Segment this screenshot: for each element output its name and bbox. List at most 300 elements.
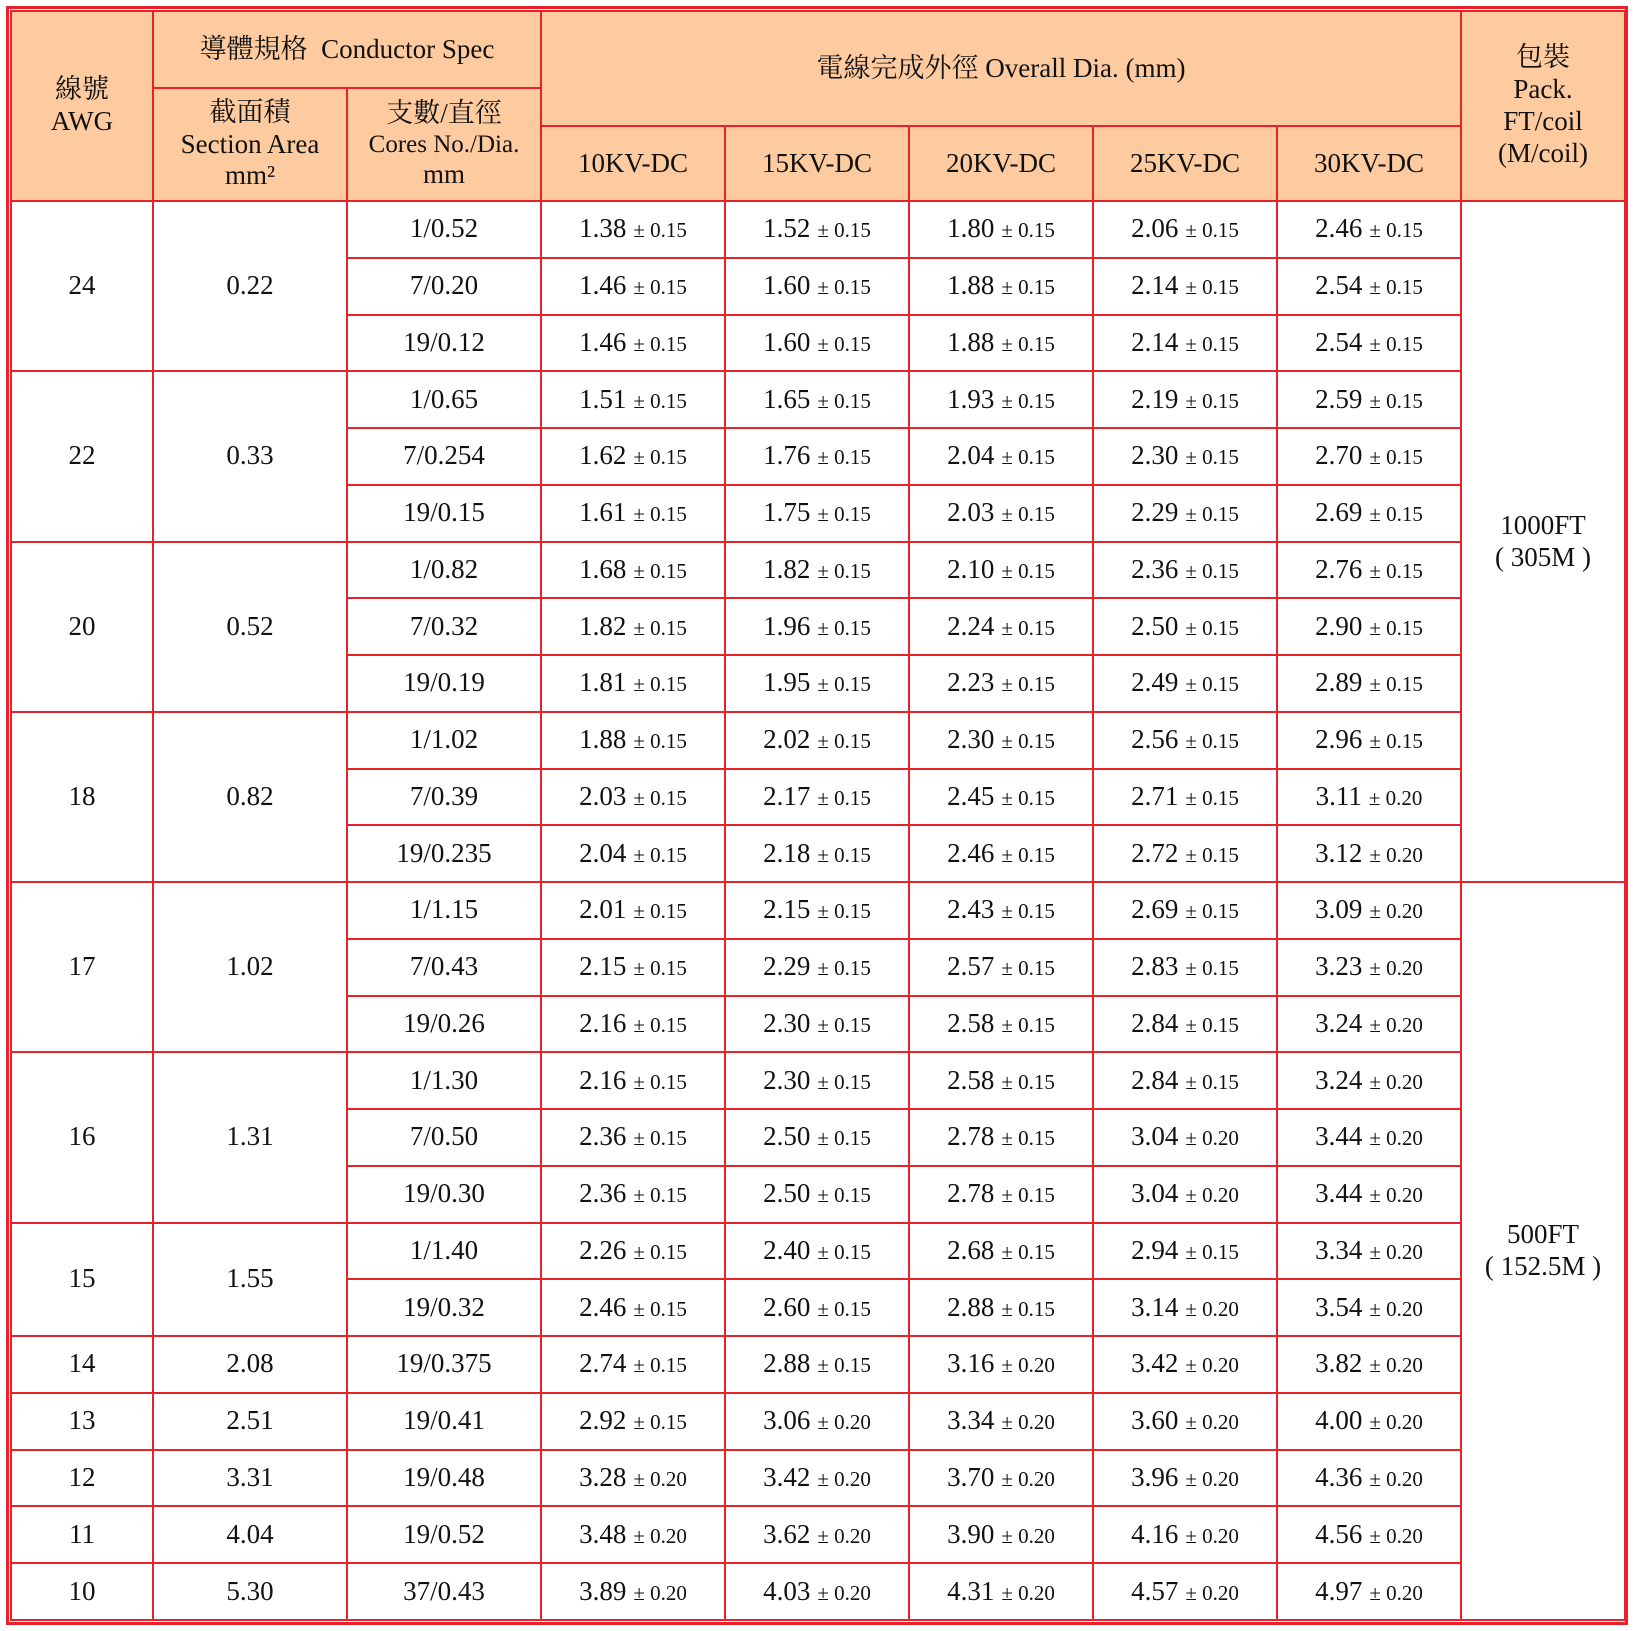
- table-row: [11, 882, 1625, 939]
- diameter-tolerance: ± 0.15: [633, 218, 687, 243]
- table-row: [11, 371, 1625, 428]
- diameter-cell: [1093, 1279, 1277, 1336]
- diameter-tolerance: ± 0.15: [1185, 1012, 1239, 1037]
- awg-header: [11, 11, 153, 201]
- diameter-value: 2.18: [763, 837, 811, 868]
- diameter-tolerance: ± 0.15: [817, 502, 871, 527]
- diameter-cell: [1093, 1563, 1277, 1620]
- diameter-tolerance: ± 0.15: [1185, 956, 1239, 981]
- diameter-cell: [1277, 258, 1461, 315]
- cores-cell: 7/0.50: [347, 1109, 541, 1166]
- diameter-cell: [541, 428, 725, 485]
- diameter-value: 2.84: [1131, 1064, 1179, 1095]
- diameter-cell: [909, 485, 1093, 542]
- section-area-cell: 5.30: [153, 1563, 347, 1620]
- section-area-cell: 2.51: [153, 1393, 347, 1450]
- diameter-tolerance: ± 0.15: [1185, 729, 1239, 754]
- cores-cell: 19/0.30: [347, 1166, 541, 1223]
- diameter-tolerance: ± 0.20: [1001, 1466, 1055, 1491]
- pack-header: [1461, 11, 1625, 201]
- diameter-value: 2.68: [947, 1234, 995, 1265]
- diameter-tolerance: ± 0.15: [817, 388, 871, 413]
- diameter-value: 2.03: [579, 780, 627, 811]
- diameter-value: 2.54: [1315, 326, 1363, 357]
- diameter-tolerance: ± 0.15: [1001, 1296, 1055, 1321]
- awg-cell: 12: [11, 1450, 153, 1507]
- diameter-tolerance: ± 0.20: [1185, 1410, 1239, 1435]
- diameter-tolerance: ± 0.15: [633, 956, 687, 981]
- diameter-value: 2.46: [947, 837, 995, 868]
- diameter-value: 1.60: [763, 326, 811, 357]
- diameter-cell: [1277, 1563, 1461, 1620]
- diameter-tolerance: ± 0.15: [1001, 672, 1055, 697]
- diameter-cell: [1277, 1052, 1461, 1109]
- diameter-cell: [541, 201, 725, 258]
- cores-header-zh: 支數/直徑: [386, 97, 502, 128]
- diameter-value: 4.31: [947, 1575, 995, 1606]
- diameter-tolerance: ± 0.15: [1001, 729, 1055, 754]
- diameter-value: 2.50: [763, 1178, 811, 1209]
- diameter-value: 2.78: [947, 1178, 995, 1209]
- section-area-cell: 4.04: [153, 1506, 347, 1563]
- diameter-tolerance: ± 0.20: [1001, 1353, 1055, 1378]
- diameter-cell: [725, 542, 909, 599]
- diameter-value: 2.43: [947, 894, 995, 925]
- diameter-tolerance: ± 0.20: [633, 1523, 687, 1548]
- diameter-cell: [1277, 655, 1461, 712]
- diameter-cell: [909, 1563, 1093, 1620]
- diameter-tolerance: ± 0.15: [1185, 558, 1239, 583]
- diameter-value: 1.88: [947, 270, 995, 301]
- awg-cell: 16: [11, 1052, 153, 1222]
- diameter-value: 4.03: [763, 1575, 811, 1606]
- diameter-tolerance: ± 0.15: [1369, 672, 1423, 697]
- diameter-value: 3.62: [763, 1518, 811, 1549]
- diameter-value: 2.84: [1131, 1007, 1179, 1038]
- pack-ft: 1000FT: [1500, 509, 1586, 540]
- diameter-tolerance: ± 0.20: [1369, 842, 1423, 867]
- diameter-cell: [725, 1109, 909, 1166]
- cores-cell: 19/0.15: [347, 485, 541, 542]
- diameter-cell: [1093, 428, 1277, 485]
- diameter-cell: [725, 1052, 909, 1109]
- diameter-cell: [1277, 428, 1461, 485]
- diameter-cell: [1093, 542, 1277, 599]
- awg-cell: 24: [11, 201, 153, 371]
- diameter-tolerance: ± 0.15: [817, 956, 871, 981]
- diameter-tolerance: ± 0.20: [1369, 1183, 1423, 1208]
- diameter-value: 1.82: [763, 553, 811, 584]
- diameter-cell: [541, 712, 725, 769]
- diameter-tolerance: ± 0.15: [817, 445, 871, 470]
- diameter-tolerance: ± 0.15: [1369, 558, 1423, 583]
- diameter-value: 3.89: [579, 1575, 627, 1606]
- diameter-value: 2.56: [1131, 724, 1179, 755]
- diameter-tolerance: ± 0.15: [1185, 615, 1239, 640]
- diameter-value: 2.76: [1315, 553, 1363, 584]
- diameter-value: 2.10: [947, 553, 995, 584]
- diameter-cell: [541, 1336, 725, 1393]
- diameter-tolerance: ± 0.20: [1185, 1523, 1239, 1548]
- cores-cell: 1/0.65: [347, 371, 541, 428]
- diameter-tolerance: ± 0.20: [1369, 1239, 1423, 1264]
- pack-header-en: Pack.: [1513, 74, 1573, 105]
- diameter-tolerance: ± 0.20: [1368, 785, 1423, 810]
- diameter-cell: [1277, 882, 1461, 939]
- diameter-cell: [725, 1166, 909, 1223]
- diameter-cell: [909, 996, 1093, 1053]
- diameter-value: 2.01: [579, 894, 627, 925]
- diameter-tolerance: ± 0.20: [817, 1410, 871, 1435]
- diameter-value: 2.04: [947, 440, 995, 471]
- section-area-cell: 1.02: [153, 882, 347, 1052]
- diameter-tolerance: ± 0.20: [1369, 956, 1423, 981]
- diameter-cell: [541, 542, 725, 599]
- diameter-cell: [1277, 1166, 1461, 1223]
- diameter-cell: [1093, 996, 1277, 1053]
- diameter-value: 1.38: [579, 213, 627, 244]
- spec-table: [10, 10, 1626, 1621]
- diameter-cell: [541, 939, 725, 996]
- pack-m: ( 305M ): [1495, 541, 1592, 572]
- diameter-cell: [1093, 825, 1277, 882]
- diameter-cell: [725, 655, 909, 712]
- diameter-cell: [909, 201, 1093, 258]
- diameter-cell: [725, 201, 909, 258]
- diameter-value: 2.72: [1131, 837, 1179, 868]
- section-area-cell: 1.31: [153, 1052, 347, 1222]
- diameter-tolerance: ± 0.15: [817, 785, 871, 810]
- cores-cell: 19/0.19: [347, 655, 541, 712]
- conductor-header: 導體規格 Conductor Spec: [153, 11, 541, 88]
- diameter-cell: [1277, 996, 1461, 1053]
- diameter-cell: [725, 598, 909, 655]
- diameter-cell: [1277, 485, 1461, 542]
- section-area-cell: 3.31: [153, 1450, 347, 1507]
- table-body: [11, 201, 1625, 1620]
- diameter-cell: [1093, 1336, 1277, 1393]
- pack-header-unit-ft: FT/coil: [1503, 106, 1583, 136]
- diameter-value: 2.15: [579, 951, 627, 982]
- diameter-value: 2.69: [1315, 497, 1363, 528]
- diameter-tolerance: ± 0.15: [817, 275, 871, 300]
- diameter-value: 1.75: [763, 497, 811, 528]
- diameter-tolerance: ± 0.15: [817, 1126, 871, 1151]
- diameter-cell: [909, 542, 1093, 599]
- diameter-value: 3.96: [1131, 1461, 1179, 1492]
- diameter-cell: [541, 1563, 725, 1620]
- diameter-tolerance: ± 0.15: [1369, 445, 1423, 470]
- diameter-cell: [541, 485, 725, 542]
- diameter-value: 2.70: [1315, 440, 1363, 471]
- diameter-cell: [909, 1109, 1093, 1166]
- diameter-cell: [1093, 598, 1277, 655]
- diameter-tolerance: ± 0.20: [633, 1580, 687, 1605]
- diameter-cell: [725, 882, 909, 939]
- diameter-tolerance: ± 0.15: [633, 1183, 687, 1208]
- pack-ft: 500FT: [1507, 1219, 1580, 1250]
- diameter-value: 2.83: [1131, 951, 1179, 982]
- section-area-header-unit: mm²: [224, 160, 276, 191]
- diameter-cell: [541, 1166, 725, 1223]
- diameter-tolerance: ± 0.15: [1001, 1069, 1055, 1094]
- diameter-cell: [725, 1279, 909, 1336]
- cores-cell: 1/0.82: [347, 542, 541, 599]
- diameter-cell: [725, 712, 909, 769]
- diameter-value: 3.24: [1315, 1007, 1363, 1038]
- table-row: [11, 1052, 1625, 1109]
- diameter-tolerance: ± 0.15: [817, 729, 871, 754]
- table-row: [11, 1336, 1625, 1393]
- diameter-value: 1.62: [579, 440, 627, 471]
- cores-cell: 1/1.40: [347, 1223, 541, 1280]
- diameter-value: 3.34: [1315, 1234, 1363, 1265]
- awg-header-zh: 線號: [55, 74, 109, 105]
- diameter-cell: [909, 1336, 1093, 1393]
- diameter-cell: [725, 485, 909, 542]
- diameter-value: 2.19: [1131, 383, 1179, 414]
- diameter-value: 2.40: [763, 1234, 811, 1265]
- diameter-value: 1.76: [763, 440, 811, 471]
- diameter-tolerance: ± 0.15: [1369, 388, 1423, 413]
- diameter-cell: [1277, 371, 1461, 428]
- diameter-tolerance: ± 0.15: [1001, 1126, 1055, 1151]
- diameter-value: 3.24: [1315, 1064, 1363, 1095]
- diameter-tolerance: ± 0.15: [1001, 388, 1055, 413]
- diameter-cell: [1277, 769, 1461, 826]
- diameter-value: 2.14: [1131, 326, 1179, 357]
- diameter-cell: [1277, 1279, 1461, 1336]
- cores-cell: 19/0.375: [347, 1336, 541, 1393]
- diameter-value: 2.36: [579, 1178, 627, 1209]
- diameter-cell: [541, 1052, 725, 1109]
- diameter-cell: [725, 769, 909, 826]
- table-row: [11, 1223, 1625, 1280]
- table-row: [11, 201, 1625, 258]
- table-row: [11, 1563, 1625, 1620]
- diameter-value: 3.42: [1131, 1348, 1179, 1379]
- diameter-cell: [1277, 712, 1461, 769]
- diameter-value: 2.88: [947, 1291, 995, 1322]
- awg-cell: 22: [11, 371, 153, 541]
- diameter-tolerance: ± 0.20: [1369, 1126, 1423, 1151]
- diameter-cell: [909, 1052, 1093, 1109]
- diameter-value: 2.69: [1131, 894, 1179, 925]
- diameter-value: 3.16: [947, 1348, 995, 1379]
- diameter-tolerance: ± 0.20: [1185, 1580, 1239, 1605]
- diameter-cell: [541, 1450, 725, 1507]
- diameter-cell: [1277, 1393, 1461, 1450]
- diameter-cell: [725, 1506, 909, 1563]
- diameter-cell: [541, 996, 725, 1053]
- diameter-tolerance: ± 0.15: [633, 785, 687, 810]
- diameter-value: 2.54: [1315, 270, 1363, 301]
- diameter-cell: [1093, 315, 1277, 372]
- diameter-cell: [541, 598, 725, 655]
- diameter-cell: [909, 882, 1093, 939]
- diameter-cell: [1093, 371, 1277, 428]
- cores-cell: 19/0.26: [347, 996, 541, 1053]
- diameter-tolerance: ± 0.15: [817, 1239, 871, 1264]
- diameter-cell: [725, 825, 909, 882]
- diameter-cell: [909, 1223, 1093, 1280]
- diameter-value: 3.09: [1315, 894, 1363, 925]
- diameter-tolerance: ± 0.15: [633, 558, 687, 583]
- cores-cell: 19/0.32: [347, 1279, 541, 1336]
- diameter-value: 1.88: [579, 724, 627, 755]
- awg-cell: 10: [11, 1563, 153, 1620]
- diameter-cell: [541, 258, 725, 315]
- diameter-tolerance: ± 0.20: [1369, 1523, 1423, 1548]
- section-area-cell: 2.08: [153, 1336, 347, 1393]
- diameter-value: 2.58: [947, 1064, 995, 1095]
- diameter-cell: [909, 1279, 1093, 1336]
- diameter-cell: [1277, 1223, 1461, 1280]
- diameter-value: 3.48: [579, 1518, 627, 1549]
- cores-header-en: Cores No./Dia.: [368, 130, 520, 158]
- diameter-tolerance: ± 0.15: [633, 275, 687, 300]
- cores-cell: 7/0.32: [347, 598, 541, 655]
- cores-cell: 7/0.39: [347, 769, 541, 826]
- diameter-value: 1.65: [763, 383, 811, 414]
- diameter-cell: [725, 1563, 909, 1620]
- section-area-header-zh: 截面積: [209, 96, 291, 127]
- awg-cell: 13: [11, 1393, 153, 1450]
- diameter-value: 1.68: [579, 553, 627, 584]
- diameter-tolerance: ± 0.15: [817, 1353, 871, 1378]
- diameter-value: 3.06: [763, 1405, 811, 1436]
- diameter-tolerance: ± 0.15: [1001, 331, 1055, 356]
- diameter-tolerance: ± 0.15: [1369, 729, 1423, 754]
- diameter-value: 2.02: [763, 724, 811, 755]
- diameter-value: 1.82: [579, 610, 627, 641]
- diameter-tolerance: ± 0.15: [817, 1012, 871, 1037]
- diameter-value: 2.30: [1131, 440, 1179, 471]
- diameter-value: 1.46: [579, 270, 627, 301]
- diameter-value: 3.82: [1315, 1348, 1363, 1379]
- diameter-tolerance: ± 0.15: [1369, 275, 1423, 300]
- diameter-value: 2.24: [947, 610, 995, 641]
- diameter-tolerance: ± 0.20: [1369, 1580, 1423, 1605]
- diameter-tolerance: ± 0.15: [1001, 1183, 1055, 1208]
- diameter-tolerance: ± 0.15: [817, 218, 871, 243]
- diameter-cell: [909, 315, 1093, 372]
- diameter-value: 2.59: [1315, 383, 1363, 414]
- diameter-value: 3.14: [1131, 1291, 1179, 1322]
- diameter-tolerance: ± 0.15: [817, 1183, 871, 1208]
- diameter-tolerance: ± 0.15: [633, 899, 687, 924]
- diameter-cell: [1093, 769, 1277, 826]
- diameter-tolerance: ± 0.20: [817, 1580, 871, 1605]
- section-area-header: [153, 88, 347, 201]
- diameter-cell: [1093, 1052, 1277, 1109]
- voltage-header: 30KV-DC: [1277, 126, 1461, 201]
- diameter-cell: [1093, 1393, 1277, 1450]
- diameter-cell: [541, 371, 725, 428]
- diameter-cell: [909, 825, 1093, 882]
- diameter-value: 2.29: [1131, 497, 1179, 528]
- diameter-cell: [909, 428, 1093, 485]
- diameter-cell: [909, 1166, 1093, 1223]
- diameter-cell: [1277, 542, 1461, 599]
- diameter-value: 2.14: [1131, 270, 1179, 301]
- table-header: [11, 11, 1625, 201]
- cores-cell: 1/1.30: [347, 1052, 541, 1109]
- diameter-value: 2.30: [947, 724, 995, 755]
- diameter-value: 3.04: [1131, 1121, 1179, 1152]
- diameter-cell: [541, 1223, 725, 1280]
- diameter-tolerance: ± 0.15: [1369, 218, 1423, 243]
- diameter-value: 2.23: [947, 667, 995, 698]
- cores-cell: 19/0.235: [347, 825, 541, 882]
- cores-cell: 37/0.43: [347, 1563, 541, 1620]
- pack-m: ( 152.5M ): [1484, 1251, 1602, 1281]
- diameter-cell: [725, 428, 909, 485]
- diameter-cell: [541, 315, 725, 372]
- diameter-value: 3.23: [1315, 951, 1363, 982]
- diameter-tolerance: ± 0.20: [1369, 1012, 1423, 1037]
- diameter-value: 3.34: [947, 1405, 995, 1436]
- diameter-value: 3.04: [1131, 1178, 1179, 1209]
- voltage-header: 25KV-DC: [1093, 126, 1277, 201]
- diameter-value: 1.80: [947, 213, 995, 244]
- cores-cell: 19/0.48: [347, 1450, 541, 1507]
- diameter-value: 2.16: [579, 1007, 627, 1038]
- diameter-tolerance: ± 0.15: [817, 1069, 871, 1094]
- diameter-tolerance: ± 0.15: [1185, 899, 1239, 924]
- diameter-tolerance: ± 0.15: [1001, 899, 1055, 924]
- pack-header-unit-m: (M/coil): [1498, 137, 1588, 168]
- diameter-cell: [725, 1450, 909, 1507]
- diameter-value: 1.60: [763, 270, 811, 301]
- diameter-value: 2.96: [1315, 724, 1363, 755]
- diameter-cell: [541, 825, 725, 882]
- diameter-cell: [541, 1279, 725, 1336]
- diameter-tolerance: ± 0.15: [1001, 218, 1055, 243]
- diameter-value: 2.50: [763, 1121, 811, 1152]
- cores-cell: 1/1.02: [347, 712, 541, 769]
- diameter-tolerance: ± 0.15: [633, 1239, 687, 1264]
- diameter-cell: [1277, 1450, 1461, 1507]
- awg-header-en: AWG: [50, 106, 114, 136]
- diameter-value: 1.88: [947, 326, 995, 357]
- diameter-value: 2.04: [579, 837, 627, 868]
- diameter-cell: [1277, 598, 1461, 655]
- diameter-tolerance: ± 0.15: [633, 1012, 687, 1037]
- overall-dia-header: 電線完成外徑 Overall Dia. (mm): [541, 11, 1461, 126]
- diameter-tolerance: ± 0.20: [1369, 899, 1423, 924]
- diameter-cell: [909, 598, 1093, 655]
- diameter-value: 3.44: [1315, 1121, 1363, 1152]
- diameter-cell: [1093, 1109, 1277, 1166]
- cores-cell: 19/0.41: [347, 1393, 541, 1450]
- diameter-value: 1.93: [947, 383, 995, 414]
- diameter-value: 2.89: [1315, 667, 1363, 698]
- diameter-value: 2.58: [947, 1007, 995, 1038]
- diameter-value: 2.71: [1131, 780, 1179, 811]
- diameter-value: 1.61: [579, 497, 627, 528]
- diameter-cell: [541, 882, 725, 939]
- diameter-value: 1.95: [763, 667, 811, 698]
- table-row: [11, 712, 1625, 769]
- diameter-value: 2.46: [579, 1291, 627, 1322]
- cores-cell: 1/0.52: [347, 201, 541, 258]
- awg-cell: 15: [11, 1223, 153, 1337]
- diameter-tolerance: ± 0.15: [817, 672, 871, 697]
- diameter-cell: [1093, 201, 1277, 258]
- diameter-cell: [909, 712, 1093, 769]
- diameter-cell: [1277, 825, 1461, 882]
